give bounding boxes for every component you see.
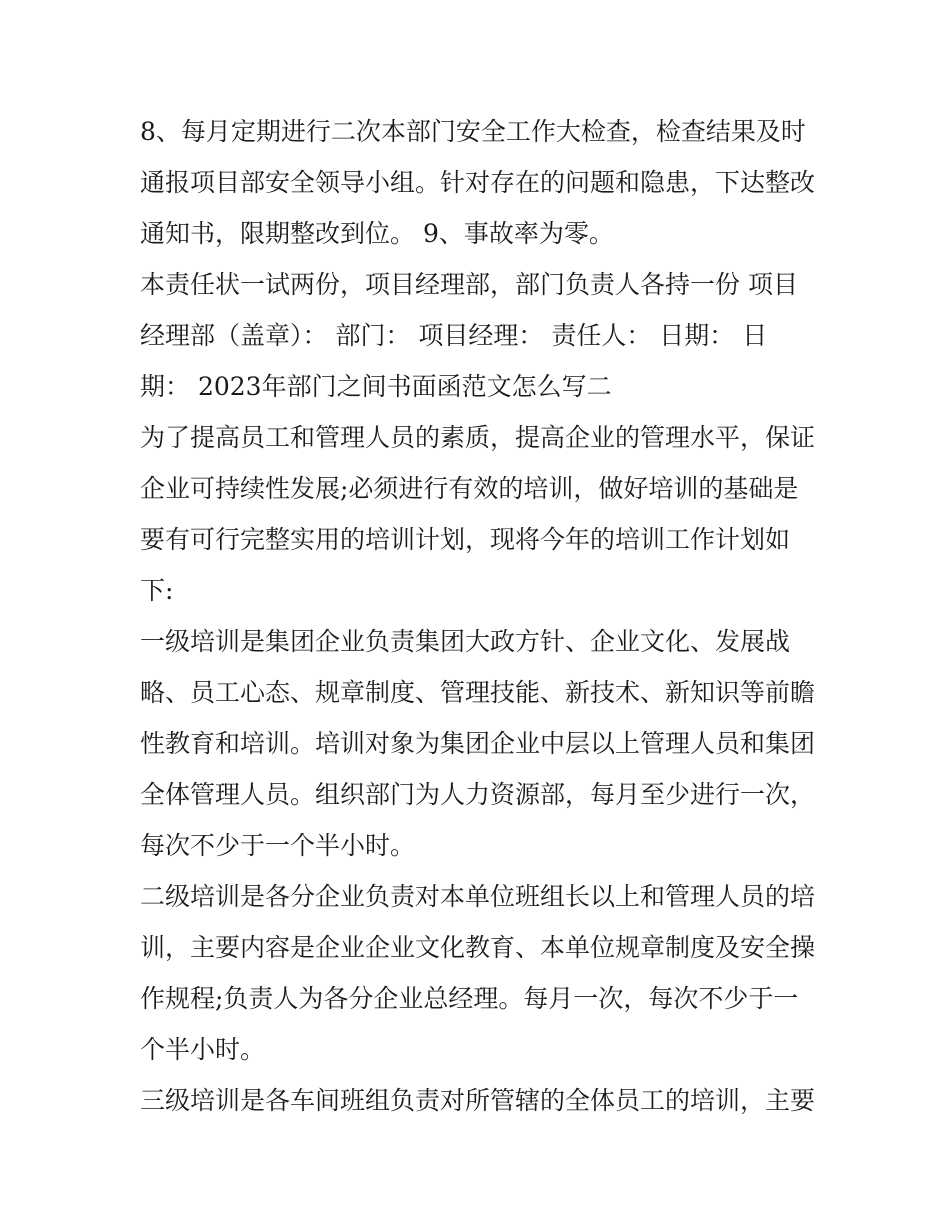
text-line: 三级培训是各车间班组负责对所管辖的全体员工的培训，主要 xyxy=(140,1086,816,1115)
text-line: 企业可持续性发展;必须进行有效的培训，做好培训的基础是 xyxy=(140,474,799,503)
text-line: 要有可行完整实用的培训计划，现将今年的培训工作计划如 xyxy=(140,525,791,554)
text-line: 通知书，限期整改到位。 9、事故率为零。 xyxy=(140,219,614,248)
paragraph-responsibility-signatures xyxy=(140,259,816,412)
text-line: 下: xyxy=(140,576,174,605)
text-line: 一级培训是集团企业负责集团大政方针、企业文化、发展战 xyxy=(140,627,791,656)
text-line: 通报项目部安全领导小组。针对存在的问题和隐患，下达整改 xyxy=(140,168,816,197)
paragraph-level-two-training xyxy=(140,871,816,1075)
text-line: 作规程;负责人为各分企业总经理。每月一次，每次不少于一 xyxy=(140,984,799,1013)
text-line: 全体管理人员。组织部门为人力资源部，每月至少进行一次， xyxy=(140,780,816,809)
paragraph-level-three-training xyxy=(140,1075,816,1126)
text-line: 期： 2023年部门之间书面函范文怎么写二 xyxy=(140,372,612,401)
paragraph-safety-inspection xyxy=(140,106,816,259)
text-line: 训，主要内容是企业企业文化教育、本单位规章制度及安全操 xyxy=(140,933,816,962)
text-line: 经理部（盖章）： 部门： 项目经理： 责任人： 日期： 日 xyxy=(140,321,768,350)
text-line: 性教育和培训。培训对象为集团企业中层以上管理人员和集团 xyxy=(140,729,816,758)
text-line: 8、每月定期进行二次本部门安全工作大检查，检查结果及时 xyxy=(140,117,806,146)
text-line: 每次不少于一个半小时。 xyxy=(140,831,416,860)
paragraph-training-intro xyxy=(140,412,816,616)
text-line: 二级培训是各分企业负责对本单位班组长以上和管理人员的培 xyxy=(140,882,816,911)
document-body xyxy=(140,106,816,1126)
text-line: 为了提高员工和管理人员的素质，提高企业的管理水平，保证 xyxy=(140,423,816,452)
text-line: 略、员工心态、规章制度、管理技能、新技术、新知识等前瞻 xyxy=(140,678,816,707)
text-line: 本责任状一试两份，项目经理部，部门负责人各持一份 项目 xyxy=(140,270,798,299)
text-line: 个半小时。 xyxy=(140,1035,266,1064)
paragraph-level-one-training xyxy=(140,616,816,871)
